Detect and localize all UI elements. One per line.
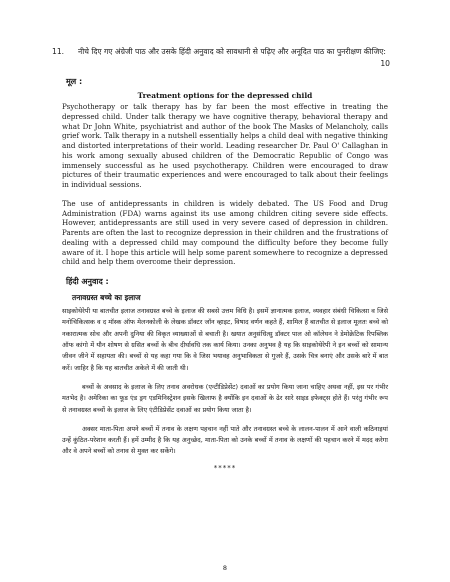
question-text: नीचे दिए गए अंग्रेजी पाठ और उसके हिंदी अनुवाद को सावधानी से पढ़िए और अनूदित पाठ का पुनरीक्षण कीजिए: bbox=[78, 47, 386, 56]
question-instruction bbox=[78, 46, 388, 69]
translation-label: हिंदी अनुवाद : bbox=[66, 277, 109, 287]
translation-paragraph-3: अक्सर माता-पिता अपने बच्चों में तनाव के लक्षण पहचान नहीं पाते और तनावग्रस्त बच्चे के लालन-पालन में आने वाली कठिनाइयां उन्हें कुंठित-परेशान करती हैं। हमें उम्मीद है कि यह अनुच्छेद, माता-पिता को उनके बच्चों में तनाव के लक्षणों की पहचान करने में मदद करेगा और वे अपने बच्चों को तनाव से मुक्त कर सकेंगे। bbox=[62, 424, 388, 456]
question-marks: 10 bbox=[380, 58, 390, 68]
source-title: Treatment options for the depressed child bbox=[137, 91, 313, 101]
end-mark: ***** bbox=[213, 463, 237, 472]
translation-paragraph-2: बच्चों के अवसाद के इलाज के लिए तनाव अवरोधक (एन्टीडिप्रेसेंट) दवाओं का प्रयोग किया जाना चाहिए अथवा नहीं, इस पर गंभीर मतभेद है। अमेरिका का फूड एंड ड्रग एडमिनिस्ट्रेशन इसके खिलाफ है क्योंकि इन दवाओं के ढेर सारे साइड इफेक्ट्स होते हैं। परंतु गंभीर रूप से तनावग्रस्त बच्चों के इलाज के लिए एंटीडिप्रेसेंट दवाओं का प्रयोग किया जाता है। bbox=[62, 382, 388, 414]
question-number: 11. bbox=[52, 47, 65, 56]
source-paragraph-1: Psychotherapy or talk therapy has by far been the most effective in treating the depressed child. Under talk therapy we have cognitive therapy, behavioral therapy and what Dr John White, psychiatrist and author of the book The Masks of Melancholy, calls grief work. Talk therapy in a nutshell essentially helps a child deal with negative thinking and distorted interpretations of their world. Leading researcher Dr. Paul O' Callaghan in his work among sexually abused children of the Democratic Republic of Congo was immensely successful as he used psychotherapy. Children were encouraged to draw pictures of their traumatic experiences and were encouraged to talk about their feelings in individual sessions. bbox=[62, 102, 388, 190]
page-number: 8 bbox=[222, 564, 228, 572]
translation-paragraph-1: साइकोथेरेपी या बातचीत इलाज तनावग्रस्त बच्चे के इलाज की सबसे उत्तम विधि है। इसमें ज्ञानात्मक इलाज, व्यवहार संबंधी चिकित्सा व जिसे मनोचिकित्सक व द मॉस्क ऑफ मेलनकोली के लेखक डॉक्टर जॉन व्हाइट, विषाद वर्णन कहते हैं, शामिल हैं बातचीत से इलाज मूलतः बच्चे को नकारात्मक सोच और अपनी दुनिया की विकृत व्याख्याओं से बचाती है। खयात अनुसंधित्सु डॉक्टर पाल ओ कॉलेघन ने डेमोक्रेटिक रिपब्लिक ऑफ कांगो में यौन शोषण से ग्रसित बच्चों के बीच दीर्घावधि तक कार्य किया। उनका अनुभव है यह कि साइकोथेरेपी ने इन बच्चों को सामान्य जीवन जीने में सहायता की। बच्चों से यह कहा गया कि वे जिस भयावह अनुभाविकता से गुजरे हैं, उसके चित्र बनाएं और उसके बारे में बात करें। जाहिर है कि यह बातचीत अकेले में की जाती थी। bbox=[62, 307, 388, 372]
source-paragraph-2: The use of antidepressants in children is widely debated. The US Food and Drug Administration (FDA) warns against its use among children citing severe side effects. However, antidepressants are still used in very severe cased of depression in children. Parents are often the last to recognize depression in their children and the frustrations of dealing with a depressed child may compound the difficulty before they become fully aware of it. I hope this article will help some parent somewhere to recognize a depressed child and help them overcome their depression. bbox=[62, 198, 388, 267]
question-line bbox=[52, 46, 388, 69]
translation-title: तनावग्रस्त बच्चे का इलाज bbox=[72, 293, 141, 303]
source-label: मूल : bbox=[66, 77, 83, 87]
